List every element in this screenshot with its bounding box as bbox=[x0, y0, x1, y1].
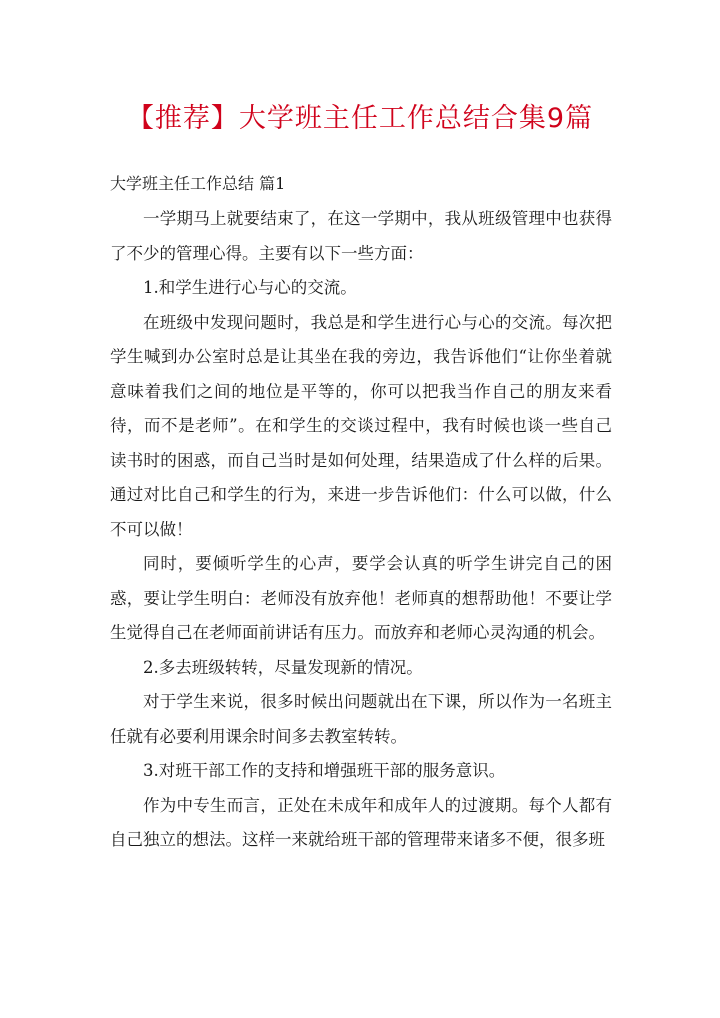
paragraph-classroom-visits: 对于学生来说，很多时候出问题就出在下课，所以作为一名班主任就有必要利用课余时间多去教室转转。 bbox=[110, 692, 612, 746]
section-heading-1: 1.和学生进行心与心的交流。 bbox=[143, 278, 357, 297]
document-body bbox=[110, 170, 612, 858]
paragraph-listening: 同时，要倾听学生的心声，要学会认真的听学生讲完自己的困惑，要让学生明白：老师没有放弃他！老师真的想帮助他！不要让学生觉得自己在老师面前讲话有压力。而放弃和老师心灵沟通的机会。 bbox=[110, 554, 612, 642]
paragraph-intro: 一学期马上就要结束了，在这一学期中，我从班级管理中也获得了不少的管理心得。主要有以下一些方面： bbox=[110, 209, 612, 263]
paragraph-communication: 在班级中发现问题时，我总是和学生进行心与心的交流。每次把学生喊到办公室时总是让其坐在我的旁边，我告诉他们“让你坐着就意味着我们之间的地位是平等的，你可以把我当作自己的朋友来看待，而不是老师”。在和学生的交谈过程中，我有时候也谈一些自己读书时的困惑，而自己当时是如何处理，结果造成了什么样的后果。通过对比自己和学生的行为，来进一步告诉他们：什么可以做，什么不可以做！ bbox=[110, 312, 612, 539]
paragraph-class-cadres: 作为中专生而言，正处在未成年和成年人的过渡期。每个人都有自己独立的想法。这样一来就给班干部的管理带来诸多不便，很多班 bbox=[110, 795, 612, 849]
page-title: 【推荐】大学班主任工作总结合集9篇 bbox=[126, 103, 594, 134]
section-subtitle: 大学班主任工作总结 篇1 bbox=[110, 174, 286, 193]
section-heading-3: 3.对班干部工作的支持和增强班干部的服务意识。 bbox=[143, 761, 506, 780]
section-heading-2: 2.多去班级转转，尽量发现新的情况。 bbox=[143, 657, 423, 677]
